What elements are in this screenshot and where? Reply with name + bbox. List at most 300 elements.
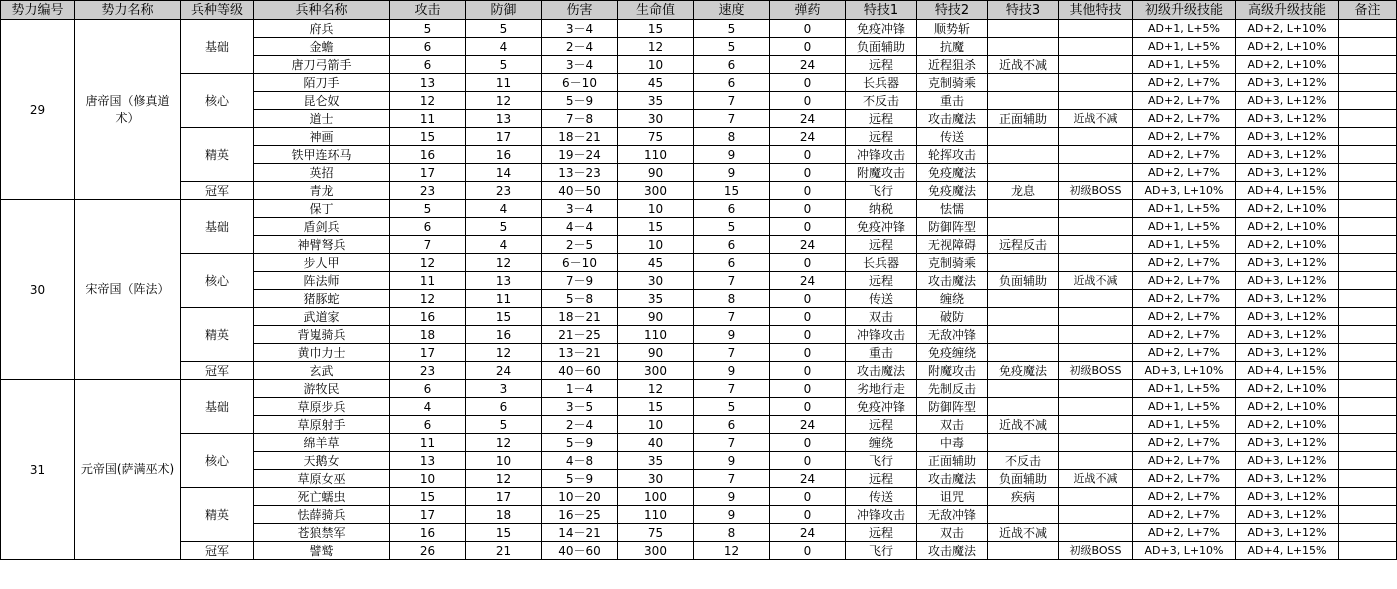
skill-3-cell	[988, 344, 1059, 362]
advanced-upgrade-cell: AD+3, L+12%	[1236, 488, 1339, 506]
defense-cell: 13	[466, 110, 542, 128]
other-skill-cell	[1059, 290, 1133, 308]
skill-3-cell	[988, 380, 1059, 398]
skill-1-cell: 攻击魔法	[846, 362, 917, 380]
note-cell	[1339, 362, 1397, 380]
ammo-cell: 0	[770, 452, 846, 470]
other-skill-cell	[1059, 506, 1133, 524]
basic-upgrade-cell: AD+2, L+7%	[1133, 146, 1236, 164]
other-skill-cell	[1059, 434, 1133, 452]
damage-cell: 40－60	[542, 362, 618, 380]
speed-cell: 9	[694, 146, 770, 164]
skill-2-cell: 怯懦	[917, 200, 988, 218]
damage-cell: 18－21	[542, 128, 618, 146]
unit-name-cell: 府兵	[254, 20, 390, 38]
defense-cell: 4	[466, 38, 542, 56]
skill-3-cell	[988, 326, 1059, 344]
other-skill-cell: 近战不减	[1059, 110, 1133, 128]
defense-cell: 11	[466, 290, 542, 308]
skill-2-cell: 攻击魔法	[917, 542, 988, 560]
attack-cell: 18	[390, 326, 466, 344]
damage-cell: 3－4	[542, 56, 618, 74]
unit-name-cell: 绵羊草	[254, 434, 390, 452]
skill-1-cell: 远程	[846, 236, 917, 254]
skill-3-cell	[988, 218, 1059, 236]
speed-cell: 6	[694, 254, 770, 272]
advanced-upgrade-cell: AD+4, L+15%	[1236, 362, 1339, 380]
note-cell	[1339, 434, 1397, 452]
skill-3-cell: 龙息	[988, 182, 1059, 200]
skill-2-cell: 正面辅助	[917, 452, 988, 470]
unit-name-cell: 草原女巫	[254, 470, 390, 488]
ammo-cell: 0	[770, 398, 846, 416]
unit-tier-cell: 精英	[181, 308, 254, 362]
ammo-cell: 24	[770, 272, 846, 290]
defense-cell: 16	[466, 146, 542, 164]
attack-cell: 17	[390, 506, 466, 524]
hp-cell: 35	[618, 290, 694, 308]
damage-cell: 6－10	[542, 74, 618, 92]
basic-upgrade-cell: AD+3, L+10%	[1133, 362, 1236, 380]
other-skill-cell: 初级BOSS	[1059, 362, 1133, 380]
skill-3-cell: 近战不减	[988, 416, 1059, 434]
hp-cell: 75	[618, 128, 694, 146]
table-row	[1, 488, 1397, 506]
skill-3-cell	[988, 128, 1059, 146]
unit-name-cell: 猪豚蛇	[254, 290, 390, 308]
advanced-upgrade-cell: AD+4, L+15%	[1236, 542, 1339, 560]
unit-name-cell: 黄巾力士	[254, 344, 390, 362]
note-cell	[1339, 524, 1397, 542]
attack-cell: 23	[390, 362, 466, 380]
skill-3-cell: 疾病	[988, 488, 1059, 506]
skill-2-cell: 无敌冲锋	[917, 506, 988, 524]
skill-1-cell: 远程	[846, 524, 917, 542]
speed-cell: 8	[694, 290, 770, 308]
note-cell	[1339, 218, 1397, 236]
damage-cell: 7－9	[542, 272, 618, 290]
defense-cell: 11	[466, 74, 542, 92]
skill-1-cell: 远程	[846, 272, 917, 290]
advanced-upgrade-cell: AD+3, L+12%	[1236, 164, 1339, 182]
basic-upgrade-cell: AD+1, L+5%	[1133, 380, 1236, 398]
other-skill-cell	[1059, 218, 1133, 236]
attack-cell: 6	[390, 38, 466, 56]
note-cell	[1339, 236, 1397, 254]
attack-cell: 6	[390, 218, 466, 236]
unit-name-cell: 金蟾	[254, 38, 390, 56]
note-cell	[1339, 38, 1397, 56]
unit-name-cell: 青龙	[254, 182, 390, 200]
speed-cell: 7	[694, 92, 770, 110]
speed-cell: 5	[694, 38, 770, 56]
skill-1-cell: 双击	[846, 308, 917, 326]
attack-cell: 6	[390, 416, 466, 434]
other-skill-cell	[1059, 56, 1133, 74]
other-skill-cell	[1059, 344, 1133, 362]
skill-2-cell: 攻击魔法	[917, 470, 988, 488]
unit-name-cell: 游牧民	[254, 380, 390, 398]
unit-name-cell: 阵法师	[254, 272, 390, 290]
skill-3-cell: 负面辅助	[988, 470, 1059, 488]
attack-cell: 17	[390, 344, 466, 362]
attack-cell: 4	[390, 398, 466, 416]
ammo-cell: 24	[770, 110, 846, 128]
basic-upgrade-cell: AD+2, L+7%	[1133, 290, 1236, 308]
skill-1-cell: 重击	[846, 344, 917, 362]
attack-cell: 10	[390, 470, 466, 488]
note-cell	[1339, 200, 1397, 218]
skill-1-cell: 免疫冲锋	[846, 398, 917, 416]
ammo-cell: 0	[770, 38, 846, 56]
note-cell	[1339, 56, 1397, 74]
basic-upgrade-cell: AD+2, L+7%	[1133, 92, 1236, 110]
speed-cell: 9	[694, 452, 770, 470]
other-skill-cell: 初级BOSS	[1059, 542, 1133, 560]
ammo-cell: 0	[770, 74, 846, 92]
basic-upgrade-cell: AD+2, L+7%	[1133, 74, 1236, 92]
skill-1-cell: 免疫冲锋	[846, 20, 917, 38]
note-cell	[1339, 182, 1397, 200]
skill-3-cell	[988, 146, 1059, 164]
table-row	[1, 380, 1397, 398]
unit-name-cell: 武道家	[254, 308, 390, 326]
note-cell	[1339, 92, 1397, 110]
advanced-upgrade-cell: AD+3, L+12%	[1236, 74, 1339, 92]
defense-cell: 5	[466, 416, 542, 434]
advanced-upgrade-cell: AD+3, L+12%	[1236, 434, 1339, 452]
skill-1-cell: 纳税	[846, 200, 917, 218]
skill-1-cell: 长兵器	[846, 74, 917, 92]
advanced-upgrade-cell: AD+2, L+10%	[1236, 416, 1339, 434]
speed-cell: 7	[694, 272, 770, 290]
unit-name-cell: 草原步兵	[254, 398, 390, 416]
unit-name-cell: 昆仑奴	[254, 92, 390, 110]
skill-2-cell: 先制反击	[917, 380, 988, 398]
header-ammo: 弹药	[770, 1, 846, 20]
attack-cell: 7	[390, 236, 466, 254]
advanced-upgrade-cell: AD+3, L+12%	[1236, 524, 1339, 542]
speed-cell: 8	[694, 128, 770, 146]
hp-cell: 15	[618, 398, 694, 416]
defense-cell: 5	[466, 56, 542, 74]
speed-cell: 7	[694, 344, 770, 362]
speed-cell: 6	[694, 56, 770, 74]
attack-cell: 26	[390, 542, 466, 560]
header-unit-name: 兵种名称	[254, 1, 390, 20]
advanced-upgrade-cell: AD+2, L+10%	[1236, 218, 1339, 236]
unit-name-cell: 英招	[254, 164, 390, 182]
speed-cell: 7	[694, 470, 770, 488]
skill-2-cell: 顺势斩	[917, 20, 988, 38]
unit-name-cell: 步人甲	[254, 254, 390, 272]
skill-2-cell: 免疫魔法	[917, 182, 988, 200]
other-skill-cell	[1059, 236, 1133, 254]
ammo-cell: 0	[770, 542, 846, 560]
hp-cell: 110	[618, 506, 694, 524]
other-skill-cell: 初级BOSS	[1059, 182, 1133, 200]
other-skill-cell	[1059, 92, 1133, 110]
skill-2-cell: 附魔攻击	[917, 362, 988, 380]
hp-cell: 45	[618, 74, 694, 92]
other-skill-cell	[1059, 200, 1133, 218]
ammo-cell: 0	[770, 92, 846, 110]
note-cell	[1339, 110, 1397, 128]
advanced-upgrade-cell: AD+3, L+12%	[1236, 128, 1339, 146]
basic-upgrade-cell: AD+1, L+5%	[1133, 20, 1236, 38]
ammo-cell: 0	[770, 182, 846, 200]
skill-2-cell: 诅咒	[917, 488, 988, 506]
defense-cell: 12	[466, 434, 542, 452]
skill-2-cell: 破防	[917, 308, 988, 326]
hp-cell: 10	[618, 416, 694, 434]
advanced-upgrade-cell: AD+3, L+12%	[1236, 452, 1339, 470]
unit-tier-cell: 核心	[181, 74, 254, 128]
skill-3-cell	[988, 398, 1059, 416]
ammo-cell: 0	[770, 254, 846, 272]
other-skill-cell	[1059, 524, 1133, 542]
attack-cell: 15	[390, 488, 466, 506]
skill-1-cell: 传送	[846, 290, 917, 308]
attack-cell: 17	[390, 164, 466, 182]
unit-tier-cell: 基础	[181, 380, 254, 434]
unit-name-cell: 天鹅女	[254, 452, 390, 470]
header-damage: 伤害	[542, 1, 618, 20]
table-row	[1, 362, 1397, 380]
skill-1-cell: 飞行	[846, 182, 917, 200]
unit-tier-cell: 冠军	[181, 182, 254, 200]
ammo-cell: 0	[770, 200, 846, 218]
other-skill-cell: 近战不减	[1059, 272, 1133, 290]
hp-cell: 35	[618, 452, 694, 470]
hp-cell: 12	[618, 380, 694, 398]
note-cell	[1339, 20, 1397, 38]
other-skill-cell	[1059, 254, 1133, 272]
ammo-cell: 0	[770, 308, 846, 326]
advanced-upgrade-cell: AD+3, L+12%	[1236, 110, 1339, 128]
speed-cell: 7	[694, 308, 770, 326]
ammo-cell: 0	[770, 290, 846, 308]
defense-cell: 24	[466, 362, 542, 380]
advanced-upgrade-cell: AD+2, L+10%	[1236, 56, 1339, 74]
speed-cell: 5	[694, 218, 770, 236]
unit-tier-cell: 冠军	[181, 362, 254, 380]
skill-1-cell: 飞行	[846, 542, 917, 560]
table-row	[1, 434, 1397, 452]
damage-cell: 5－9	[542, 434, 618, 452]
advanced-upgrade-cell: AD+2, L+10%	[1236, 380, 1339, 398]
other-skill-cell	[1059, 416, 1133, 434]
faction-id-cell: 29	[1, 20, 75, 200]
skill-1-cell: 冲锋攻击	[846, 146, 917, 164]
note-cell	[1339, 326, 1397, 344]
advanced-upgrade-cell: AD+2, L+10%	[1236, 200, 1339, 218]
skill-2-cell: 免疫魔法	[917, 164, 988, 182]
hp-cell: 90	[618, 164, 694, 182]
defense-cell: 3	[466, 380, 542, 398]
speed-cell: 5	[694, 20, 770, 38]
ammo-cell: 0	[770, 434, 846, 452]
skill-2-cell: 克制骑乘	[917, 254, 988, 272]
unit-name-cell: 玄武	[254, 362, 390, 380]
defense-cell: 4	[466, 236, 542, 254]
advanced-upgrade-cell: AD+2, L+10%	[1236, 398, 1339, 416]
defense-cell: 17	[466, 128, 542, 146]
table-row	[1, 542, 1397, 560]
other-skill-cell	[1059, 452, 1133, 470]
skill-1-cell: 飞行	[846, 452, 917, 470]
note-cell	[1339, 74, 1397, 92]
other-skill-cell	[1059, 74, 1133, 92]
basic-upgrade-cell: AD+1, L+5%	[1133, 416, 1236, 434]
advanced-upgrade-cell: AD+3, L+12%	[1236, 308, 1339, 326]
basic-upgrade-cell: AD+2, L+7%	[1133, 326, 1236, 344]
faction-name-cell: 宋帝国（阵法）	[75, 200, 181, 380]
basic-upgrade-cell: AD+1, L+5%	[1133, 218, 1236, 236]
defense-cell: 14	[466, 164, 542, 182]
basic-upgrade-cell: AD+2, L+7%	[1133, 164, 1236, 182]
skill-1-cell: 传送	[846, 488, 917, 506]
hp-cell: 110	[618, 326, 694, 344]
hp-cell: 90	[618, 308, 694, 326]
basic-upgrade-cell: AD+2, L+7%	[1133, 506, 1236, 524]
skill-2-cell: 无敌冲锋	[917, 326, 988, 344]
header-advanced-upgrade: 高级升级技能	[1236, 1, 1339, 20]
header-note: 备注	[1339, 1, 1397, 20]
ammo-cell: 0	[770, 380, 846, 398]
unit-tier-cell: 基础	[181, 20, 254, 74]
header-speed: 速度	[694, 1, 770, 20]
skill-1-cell: 免疫冲锋	[846, 218, 917, 236]
skill-3-cell: 免疫魔法	[988, 362, 1059, 380]
basic-upgrade-cell: AD+2, L+7%	[1133, 524, 1236, 542]
advanced-upgrade-cell: AD+3, L+12%	[1236, 272, 1339, 290]
other-skill-cell	[1059, 38, 1133, 56]
skill-3-cell: 负面辅助	[988, 272, 1059, 290]
attack-cell: 11	[390, 110, 466, 128]
skill-2-cell: 传送	[917, 128, 988, 146]
skill-1-cell: 远程	[846, 110, 917, 128]
defense-cell: 12	[466, 344, 542, 362]
faction-name-cell: 元帝国(萨满巫术)	[75, 380, 181, 560]
skill-2-cell: 缠绕	[917, 290, 988, 308]
attack-cell: 16	[390, 308, 466, 326]
header-faction-name: 势力名称	[75, 1, 181, 20]
skill-2-cell: 免疫缠绕	[917, 344, 988, 362]
skill-3-cell: 不反击	[988, 452, 1059, 470]
damage-cell: 21－25	[542, 326, 618, 344]
table-row	[1, 74, 1397, 92]
skill-2-cell: 重击	[917, 92, 988, 110]
damage-cell: 16－25	[542, 506, 618, 524]
unit-name-cell: 死亡蠕虫	[254, 488, 390, 506]
defense-cell: 15	[466, 308, 542, 326]
damage-cell: 4－4	[542, 218, 618, 236]
note-cell	[1339, 344, 1397, 362]
attack-cell: 11	[390, 434, 466, 452]
defense-cell: 5	[466, 218, 542, 236]
ammo-cell: 0	[770, 146, 846, 164]
defense-cell: 5	[466, 20, 542, 38]
unit-name-cell: 陌刀手	[254, 74, 390, 92]
attack-cell: 15	[390, 128, 466, 146]
ammo-cell: 24	[770, 524, 846, 542]
advanced-upgrade-cell: AD+3, L+12%	[1236, 290, 1339, 308]
note-cell	[1339, 164, 1397, 182]
basic-upgrade-cell: AD+2, L+7%	[1133, 254, 1236, 272]
attack-cell: 16	[390, 146, 466, 164]
defense-cell: 12	[466, 254, 542, 272]
other-skill-cell	[1059, 20, 1133, 38]
skill-2-cell: 无视障碍	[917, 236, 988, 254]
basic-upgrade-cell: AD+2, L+7%	[1133, 452, 1236, 470]
skill-1-cell: 长兵器	[846, 254, 917, 272]
unit-name-cell: 保丁	[254, 200, 390, 218]
defense-cell: 10	[466, 452, 542, 470]
advanced-upgrade-cell: AD+3, L+12%	[1236, 254, 1339, 272]
header-hp: 生命值	[618, 1, 694, 20]
ammo-cell: 24	[770, 416, 846, 434]
hp-cell: 45	[618, 254, 694, 272]
unit-tier-cell: 核心	[181, 434, 254, 488]
table-row	[1, 200, 1397, 218]
attack-cell: 11	[390, 272, 466, 290]
speed-cell: 6	[694, 416, 770, 434]
basic-upgrade-cell: AD+1, L+5%	[1133, 38, 1236, 56]
other-skill-cell	[1059, 326, 1133, 344]
header-row	[1, 1, 1397, 20]
header-defense: 防御	[466, 1, 542, 20]
other-skill-cell	[1059, 380, 1133, 398]
note-cell	[1339, 416, 1397, 434]
attack-cell: 12	[390, 290, 466, 308]
speed-cell: 8	[694, 524, 770, 542]
unit-name-cell: 道士	[254, 110, 390, 128]
skill-3-cell	[988, 506, 1059, 524]
defense-cell: 23	[466, 182, 542, 200]
header-attack: 攻击	[390, 1, 466, 20]
basic-upgrade-cell: AD+1, L+5%	[1133, 56, 1236, 74]
speed-cell: 7	[694, 380, 770, 398]
skill-3-cell	[988, 200, 1059, 218]
skill-1-cell: 远程	[846, 416, 917, 434]
damage-cell: 40－50	[542, 182, 618, 200]
speed-cell: 9	[694, 164, 770, 182]
damage-cell: 2－4	[542, 416, 618, 434]
other-skill-cell	[1059, 146, 1133, 164]
basic-upgrade-cell: AD+1, L+5%	[1133, 398, 1236, 416]
advanced-upgrade-cell: AD+3, L+12%	[1236, 344, 1339, 362]
hp-cell: 100	[618, 488, 694, 506]
unit-tier-cell: 基础	[181, 200, 254, 254]
defense-cell: 6	[466, 398, 542, 416]
skill-3-cell	[988, 542, 1059, 560]
note-cell	[1339, 308, 1397, 326]
hp-cell: 15	[618, 20, 694, 38]
header-faction-id: 势力编号	[1, 1, 75, 20]
header-skill-3: 特技3	[988, 1, 1059, 20]
unit-tier-cell: 核心	[181, 254, 254, 308]
note-cell	[1339, 470, 1397, 488]
attack-cell: 5	[390, 20, 466, 38]
unit-name-cell: 怯薛骑兵	[254, 506, 390, 524]
unit-name-cell: 苍狼禁军	[254, 524, 390, 542]
unit-tier-cell: 精英	[181, 488, 254, 542]
skill-2-cell: 轮挥攻击	[917, 146, 988, 164]
defense-cell: 17	[466, 488, 542, 506]
skill-1-cell: 冲锋攻击	[846, 326, 917, 344]
damage-cell: 14－21	[542, 524, 618, 542]
